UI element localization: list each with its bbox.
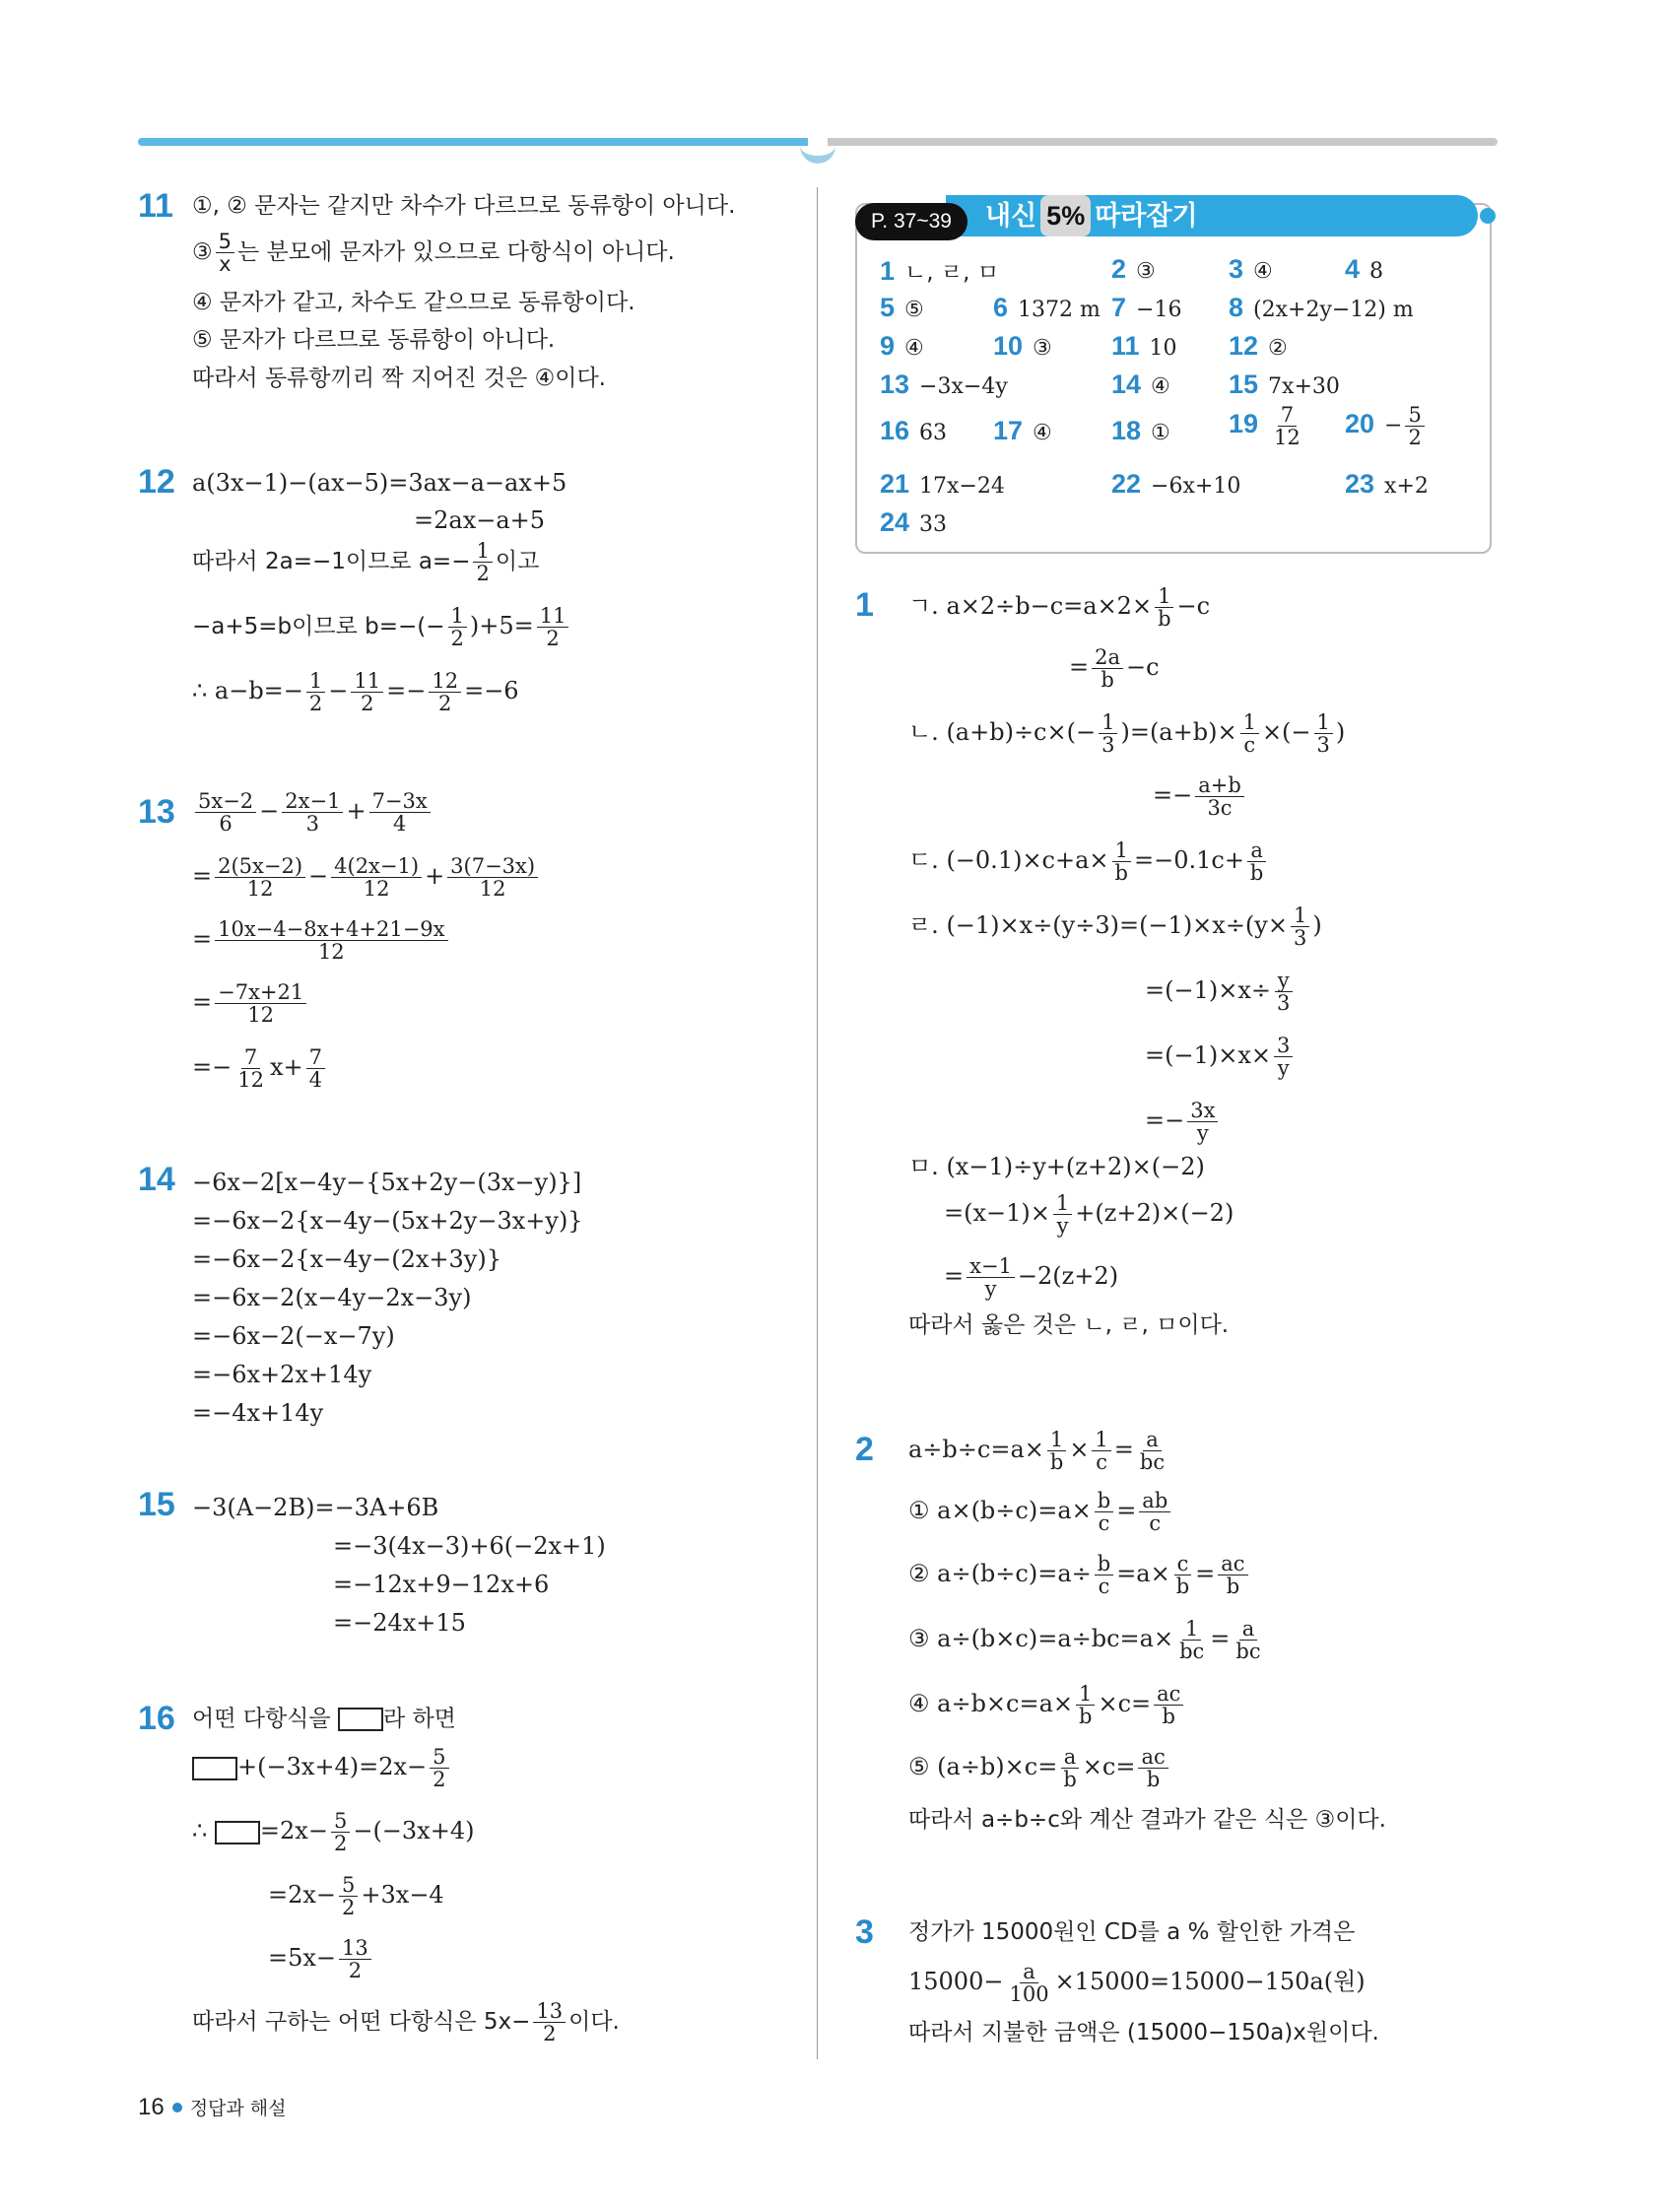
problem-number: 3 (855, 1913, 874, 1951)
answer-item: 8 (2x+2y−12) m (1229, 293, 1414, 322)
solution-line: =−6x−2{x−4y−(2x+3y)} (192, 1245, 501, 1273)
answer-item: 9 ④ (880, 331, 924, 361)
problem-number: 13 (138, 793, 175, 831)
solution-line: ∴ =2x− $\frac{5}{2}$ −(−3x+4) (192, 1809, 475, 1856)
answer-item: 10 ③ (993, 331, 1052, 361)
blank-box (338, 1708, 383, 1731)
solution-line: ② a÷(b÷c)=a÷ $\frac{b}{c}$ =a× $\frac{c}{b}$ = $\frac{ac}{b}$ (908, 1553, 1251, 1597)
solution-line: ㄷ. (−0.1)×c+a× $\frac{1}{b}$ =−0.1c+ $\frac{a}{b}$ (908, 839, 1269, 884)
solution-line: =2x− $\frac{5}{2}$ +3x−4 (268, 1873, 444, 1920)
solution-line: =−6x−2(−x−7y) (192, 1322, 395, 1350)
solution-line: 따라서 동류항끼리 짝 지어진 것은 ④이다. (192, 366, 606, 391)
footer-label: 정답과 해설 (189, 2098, 287, 2119)
answer-item: 15 7x+30 (1229, 369, 1340, 399)
solution-line: ㅁ. (x−1)÷y+(z+2)×(−2) (908, 1153, 1205, 1180)
blank-box (192, 1757, 237, 1780)
answer-item: 12 ② (1229, 331, 1288, 361)
solution-line: =− $\frac{7}{12}$ x+ $\frac{7}{4}$ (192, 1046, 328, 1091)
answer-item: 7 −16 (1111, 293, 1182, 322)
five-percent-badge: 5% (1040, 195, 1091, 236)
answer-item: 24 33 (880, 507, 948, 537)
solution-line: ④ a÷b×c=a× $\frac{1}{b}$ ×c= $\frac{ac}{b}$ (908, 1683, 1186, 1727)
answer-item: 16 63 (880, 416, 948, 445)
problem-number: 15 (138, 1486, 175, 1523)
answer-item: 2 ③ (1111, 254, 1156, 284)
bullet-dot-icon (172, 2103, 182, 2112)
solution-line: =(−1)×x× $\frac{3}{y}$ (1145, 1035, 1296, 1079)
top-rule-gray (828, 138, 1498, 146)
answer-item: 13 −3x−4y (880, 369, 1008, 399)
solution-line: =−4x+14y (192, 1399, 324, 1427)
answer-item: 22 −6x+10 (1111, 469, 1241, 499)
solution-line: =−6x−2{x−4y−(5x+2y−3x+y)} (192, 1207, 583, 1235)
solution-line: ㄱ. a×2÷b−c=a×2× $\frac{1}{b}$ −c (908, 584, 1211, 632)
solution-line: 따라서 지불한 금액은 (15000−150a)x원이다. (908, 2020, 1379, 2045)
solution-line: ③ a÷(b×c)=a÷bc=a× $\frac{1}{bc}$ = $\frac{a}{bc}$ (908, 1617, 1261, 1664)
solution-line: ③ $\frac{5}{x}$ 는 분모에 문자가 있으므로 다항식이 아니다. (192, 230, 675, 277)
column-divider (817, 187, 818, 2059)
answer-item: 17 ④ (993, 416, 1052, 445)
solution-line: 따라서 2a=−1이므로 a=− $\frac{1}{2}$ 이고 (192, 539, 540, 586)
problem-number: 1 (855, 586, 874, 624)
solution-line: =−6x+2x+14y (192, 1361, 372, 1388)
solution-line: ⑤ (a÷b)×c= $\frac{a}{b}$ ×c= $\frac{ac}{b}$ (908, 1746, 1171, 1790)
solution-line: −a+5=b이므로 b=−(− $\frac{1}{2}$ )+5= $\frac{11}{2}$ (192, 605, 571, 649)
answer-item: 14 ④ (1111, 369, 1170, 399)
answer-item: 11 10 (1111, 331, 1177, 361)
solution-line: −3(A−2B)=−3A+6B (192, 1494, 439, 1521)
solution-line: 따라서 구하는 어떤 다항식은 5x− $\frac{13}{2}$ 이다. (192, 1999, 620, 2046)
answer-item: 18 ① (1111, 416, 1170, 445)
top-rule-blue (138, 138, 808, 146)
answer-item: 3 ④ (1229, 254, 1273, 284)
solution-line: a(3x−1)−(ax−5)=3ax−a−ax+5 (192, 469, 567, 497)
page-number: 16 (138, 2094, 165, 2120)
solution-line: = $\frac{x-1}{y}$ −2(z+2) (944, 1254, 1119, 1302)
solution-line: 15000− $\frac{a}{100}$ ×15000=15000−150a(원) (908, 1960, 1366, 2007)
solution-line: = $\frac{2(5x-2)}{12}$ − $\frac{4(2x-1)}{12}$ + $\frac{3(7-3x)}{12}$ (192, 855, 541, 900)
solution-line: +(−3x+4)=2x− $\frac{5}{2}$ (192, 1746, 452, 1790)
solution-line: ① a×(b÷c)=a× $\frac{b}{c}$ = $\frac{ab}{c}$ (908, 1490, 1173, 1534)
solution-line: =5x− $\frac{13}{2}$ (268, 1937, 374, 1981)
solution-line: =2ax−a+5 (414, 506, 546, 534)
answer-item: 5 ⑤ (880, 293, 924, 322)
answer-item: 6 1372 m (993, 293, 1101, 322)
solution-line: =(−1)×x÷ $\frac{y}{3}$ (1145, 970, 1296, 1014)
answer-item: 23 x+2 (1345, 469, 1429, 499)
answer-item: 19 $\frac{7}{12}$ (1229, 403, 1301, 450)
solution-line: ㄴ. (a+b)÷c×(− $\frac{1}{3}$ )=(a+b)× $\frac{1}{c}$ ×(− $\frac{1}{3}$ ) (908, 710, 1346, 758)
solution-line: = $\frac{10x-4-8x+4+21-9x}{12}$ (192, 918, 451, 963)
blank-box (215, 1821, 260, 1844)
page-range-pill: P. 37~39 (855, 203, 967, 240)
solution-line: ㄹ. (−1)×x÷(y÷3)=(−1)×x÷(y× $\frac{1}{3}$ ) (908, 904, 1322, 951)
solution-line: =−6x−2(x−4y−2x−3y) (192, 1284, 472, 1311)
problem-number: 16 (138, 1700, 175, 1737)
solution-line: −6x−2[x−4y−{5x+2y−(3x−y)}] (192, 1169, 582, 1196)
solution-line: 따라서 옳은 것은 ㄴ, ㄹ, ㅁ이다. (908, 1312, 1230, 1338)
problem-number: 12 (138, 463, 175, 501)
page-footer (138, 2094, 287, 2121)
solution-line: =− $\frac{a+b}{3c}$ (1153, 774, 1247, 819)
solution-line: = $\frac{2a}{b}$ −c (1069, 645, 1160, 693)
problem-number: 11 (138, 187, 173, 225)
solution-line: ①, ② 문자는 같지만 차수가 다르므로 동류항이 아니다. (192, 193, 736, 219)
answer-item: 4 8 (1345, 254, 1384, 284)
solution-line: $\frac{5x-2}{6}$ − $\frac{2x-1}{3}$ + $\frac{7-3x}{4}$ (192, 790, 434, 835)
solution-line: =(x−1)× $\frac{1}{y}$ +(z+2)×(−2) (944, 1191, 1234, 1239)
solution-line: ⑤ 문자가 다르므로 동류항이 아니다. (192, 327, 556, 353)
problem-number: 2 (855, 1431, 874, 1468)
section-banner: 내신 5% 따라잡기 (946, 195, 1478, 236)
banner-end-dot (1480, 208, 1496, 224)
solution-line: 따라서 a÷b÷c와 계산 결과가 같은 식은 ③이다. (908, 1807, 1386, 1833)
solution-line: =− $\frac{3x}{y}$ (1145, 1100, 1221, 1144)
solution-line: =−24x+15 (333, 1609, 466, 1637)
solution-line: ∴ a−b=− $\frac{1}{2}$ − $\frac{11}{2}$ =− $\frac{12}{2}$ =−6 (192, 669, 519, 716)
answer-item: 21 17x−24 (880, 469, 1005, 499)
answer-item: 1 ㄴ, ㄹ, ㅁ (880, 256, 999, 286)
solution-line: 어떤 다항식을 라 하면 (192, 1706, 456, 1732)
solution-line: =−3(4x−3)+6(−2x+1) (333, 1532, 606, 1560)
problem-number: 14 (138, 1161, 175, 1198)
solution-line: 정가가 15000원인 CD를 a % 할인한 가격은 (908, 1919, 1356, 1945)
solution-line: =−12x+9−12x+6 (333, 1571, 550, 1598)
answer-item: 20 − $\frac{5}{2}$ (1345, 404, 1428, 448)
solution-line: = $\frac{-7x+21}{12}$ (192, 981, 309, 1026)
solution-line: ④ 문자가 같고, 차수도 같으므로 동류항이다. (192, 290, 635, 315)
solution-line: a÷b÷c=a× $\frac{1}{b}$ × $\frac{1}{c}$ = $\frac{a}{bc}$ (908, 1428, 1166, 1475)
